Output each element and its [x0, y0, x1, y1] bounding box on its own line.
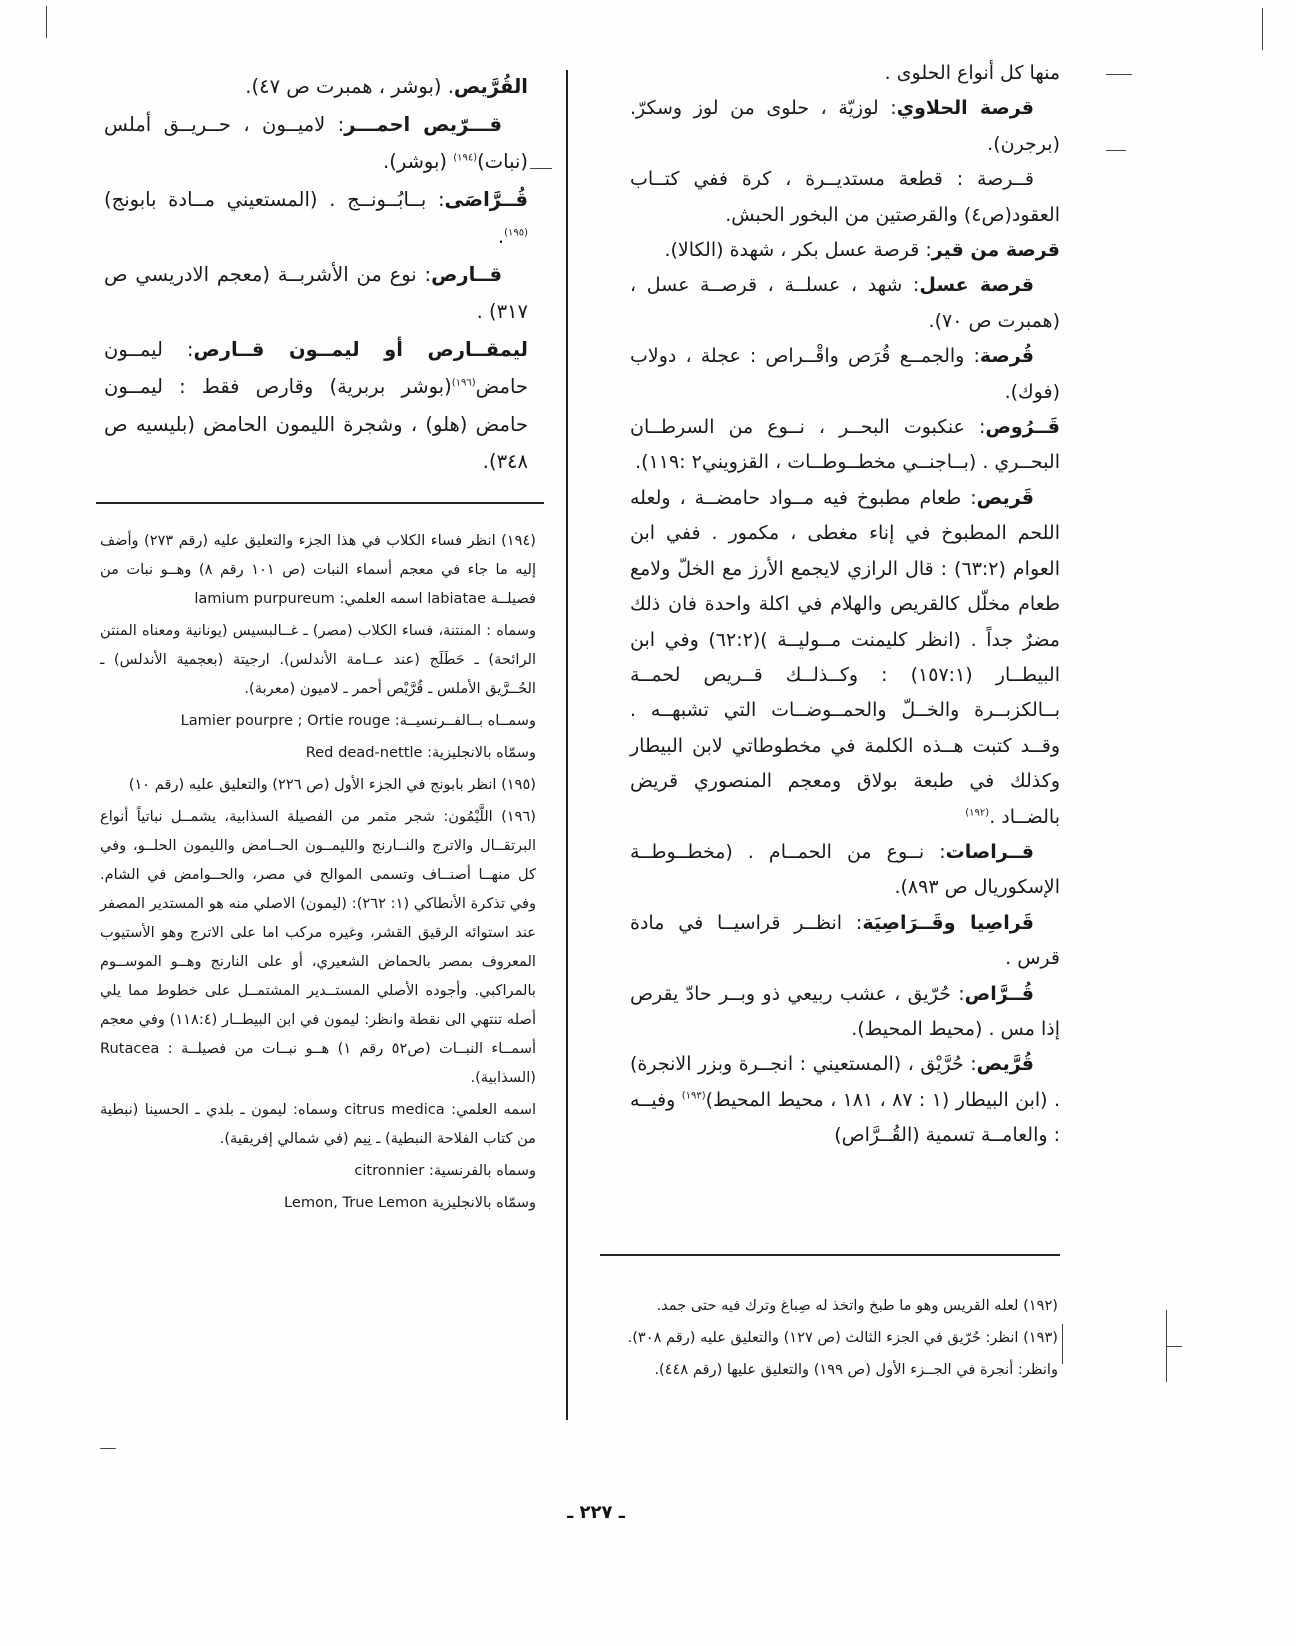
entry-paragraph: قَريص: طعام مطبوخ فيه مــواد حامضــة ، ولعله اللحم المطبوخ في إناء مغطى ، مكمور . ففي ابن العوام (٦٣:٢) : قال الرازي لايجمع الأرز مع الخلّ ولامع طعام مخلّل كالقريص والهلام في اكلة واحدة فان ذلك مضرٌ جداً . (انظر كليمنت مــوليــة )(٦٢:٢) وفي ابن البيطــار (١٥٧:١) : وكــذلــك قــريص لحمــة بــالكزبــرة والخــلّ والحمــوضــات التي تشبهــه . وقــد كتبت هــذه الكلمة في مخطوطاتي لابن البيطار وكذلك في طبعة بولاق ومعجم المنصوري قريض بالضــاد .$^{(١٩٢)}$: [630, 486, 1061, 828]
entry-paragraph: قــرصة : قطعة مستديــرة ، كرة ففي كتــاب العقود(ص٤) والقرصتين من البخور الحبش.: [630, 168, 1060, 226]
entry-headword: قُرَّيص: [976, 1053, 1034, 1076]
entry-headword: ليمقــارص أو ليمــون قــارص: [193, 337, 529, 361]
entry-headword: قُــرَّاصَى: [444, 187, 528, 211]
entry-paragraph: منها كل أنواع الحلوى .: [884, 62, 1060, 84]
footnote: وسماه : المنتنة، فساء الكلاب (مصر) ـ غــالبسيس (يونانية ومعناه المنتن الرائحة) ـ حَطَلَج (عند عــامة الأندلس). ارجيتة (بعجمية الأندلس) ـ الحُــرَّيق الأملس ـ قُرَّيْص أحمر ـ لاميون (معربة).: [100, 622, 536, 697]
entry-paragraph: قرصة عسل: شهد ، عسلــة ، قرصــة عسل ، (همبرت ص ٧٠).: [630, 274, 1060, 332]
left-footnotes: [100, 526, 536, 1220]
scan-mark: [1106, 74, 1132, 75]
scan-mark: [1166, 1346, 1182, 1347]
footnote: (١٩٣) انظر: حُرّيق في الجزء الثالث (ص ١٢٧) والتعليق عليه (رقم ٣٠٨).: [627, 1329, 1058, 1346]
entry-paragraph: قرصة من قير: قرصة عسل بكر ، شهدة (الكالا).: [664, 239, 1060, 262]
scan-mark: [46, 6, 47, 38]
scan-mark: [1106, 150, 1126, 151]
footnote: وسماه بالفرنسية: citronnier: [354, 1162, 536, 1179]
entry-headword: قَريص: [976, 486, 1034, 509]
footnote: (١٩٦) اللَّيْمُون: شجر مثمر من الفصيلة السذابية، يشمــل نباتياً أنواع البرتقــال والاترج والنــارنج والليمــون الحــامض والليمون الحلــو، وفي كل منهــا أصنــاف وتسمى الموالح في مصر، والحــوامض في الشام. وفي تذكرة الأنطاكي (١: ٢٦٢): (ليمون) الاصلي منه هو المستدير المصفر عند استوائه الرقيق القشر، وغيره مركب اما على الاترج وهو الأستيوب المعروف بمصر بالحماض الشعيري، أو على النارنج وهــو الموســوم بالمراكبي. وأجوده الأصلي المستــدير المشتمــل على خطوط مما يلي أصله تنتهي الى نقطة وانظر: ليمون في ابن البيطــار (١١٨:٤) وفي معجم أسمــاء النبــات (ص٥٢ رقم ١) هــو نبــات من فصيلــة : Rutacea (السذابية).: [100, 808, 536, 1086]
entry-headword: قـــرّيص احمـــر: [344, 112, 502, 136]
scan-mark: [530, 168, 552, 169]
entry-paragraph: قُرَّيص: حُرَّيْق ، (المستعيني : انجــرة وبزر الانجرة) . (ابن البيطار (١ : ٨٧ ، ١٨١ ، محيط المحيط)$^{(١٩٣)}$ وفيــه : والعامــة تسمية (القُــرَّاص): [630, 1053, 1061, 1147]
scan-mark: [100, 1448, 116, 1449]
footnote-marker: (١٩٢): [965, 807, 990, 819]
scan-mark: [1166, 1310, 1167, 1382]
left-column: [104, 68, 528, 481]
entry-paragraph: قــراصات: نــوع من الحمــام . (مخطــوطــة الإسكوريال ص ٨٩٣).: [630, 840, 1060, 899]
scan-mark: [1262, 8, 1263, 50]
footnote: (١٩٥) انظر بابونج في الجزء الأول (ص ٢٢٦) والتعليق عليه (رقم ١٠): [128, 776, 536, 793]
scan-mark: [1062, 1324, 1063, 1364]
entry-headword: قرصة الحلاوي: [896, 97, 1035, 120]
entry-headword: قرصة عسل: [919, 274, 1034, 297]
entry-paragraph: قَــرُوص: عنكبوت البحــر ، نــوع من السرطــان البحــري . (بــاجنــي مخطــوطــات ، القزويني٢ :١١٩).: [630, 416, 1060, 474]
entry-headword: قــارص: [431, 262, 502, 286]
entry-headword: قُــرَّاص: [964, 982, 1034, 1005]
entry-paragraph: القُرَّيص. (بوشر ، همبرت ص ٤٧).: [245, 75, 528, 98]
entry-headword: قَراصِيا وقَــرَاصِيَة: [862, 911, 1034, 934]
footnote: وسمّاه بالانجليزية Lemon, True Lemon: [284, 1194, 536, 1211]
right-column: [630, 56, 1060, 1154]
entry-headword: قُرصة: [979, 345, 1034, 368]
entry-paragraph: قُــرَّاص: حُرّيق ، عشب ربيعي ذو وبــر حادّ يقرص إذا مس . (محيط المحيط).: [630, 982, 1060, 1040]
entry-headword: القُرَّيص: [453, 75, 528, 98]
right-footnotes: [626, 1291, 1058, 1387]
page-number: ـ ٢٢٧ ـ: [567, 1502, 625, 1523]
footnote-marker: (١٩٥): [504, 227, 528, 239]
entry-paragraph: قَراصِيا وقَــرَاصِيَة: انظــر قراسيــا في مادة قرس .: [630, 911, 1060, 970]
entry-paragraph: قُرصة: والجمــع قُرَص واقْــراص : عجلة ، دولاب (فوك).: [630, 345, 1060, 403]
footnote: (١٩٢) لعله القريس وهو ما طبخ واتخذ له صِباغ وترك فيه حتى جمد.: [656, 1297, 1058, 1314]
entry-paragraph: قـــرّيص احمـــر: لاميــون ، حــريــق أملس (نبات)$^{(١٩٤)}$ (بوشر).: [104, 112, 528, 173]
footnote: وانظر: أنجرة في الجــزء الأول (ص ١٩٩) والتعليق عليها (رقم ٤٤٨).: [654, 1361, 1058, 1378]
entry-headword: قــراصات: [945, 840, 1034, 863]
entry-paragraph: قــارص: نوع من الأشربــة (معجم الادريسي ص ٣١٧) .: [104, 262, 528, 323]
entry-paragraph: قُــرَّاصَى: بــابُــونــج . (المستعيني مــادة بابونج)$^{(١٩٥)}$.: [104, 187, 528, 248]
footnote: وسمّاه بالانجليزية: Red dead-nettle: [305, 744, 536, 761]
entry-headword: قَــرُوص: [985, 416, 1060, 439]
right-footnote-rule: [600, 1254, 1060, 1256]
footnote: وسمــاه بــالفــرنسيــة: Lamier pourpre ; Ortie rouge: [180, 712, 536, 729]
left-footnote-rule: [96, 502, 544, 504]
footnote: اسمه العلمي: citrus medica وسماه: ليمون ـ بلدي ـ الحسينا (نبطية من كتاب الفلاحة النبطية) ـ نِيم (في شمالي إفريقية).: [100, 1101, 536, 1147]
footnote-marker: (١٩٤): [453, 152, 478, 164]
entry-paragraph: قرصة الحلاوي: لوزيّة ، حلوى من لوز وسكرّ. (برجرن).: [630, 97, 1060, 155]
entry-paragraph: ليمقــارص أو ليمــون قــارص: ليمــون حامض$^{(١٩٦)}$(بوشر بربرية) وقارص فقط : ليمــون حامض (هلو) ، وشجرة الليمون الحامض (بليسيه ص ٣٤٨).: [104, 337, 529, 473]
footnote: (١٩٤) انظر فساء الكلاب في هذا الجزء والتعليق عليه (رقم ٢٧٣) وأضف إليه ما جاء في معجم أسماء النبات (ص ١٠١ رقم ٨) وهــو نبات من فصيلــة labiatae اسمه العلمي: lamium purpureum: [100, 532, 536, 607]
footnote-marker: (١٩٣): [681, 1090, 706, 1102]
column-divider: [566, 70, 568, 1420]
footnote-marker: (١٩٦): [451, 377, 476, 389]
entry-headword: قرصة من قير: [931, 239, 1060, 262]
